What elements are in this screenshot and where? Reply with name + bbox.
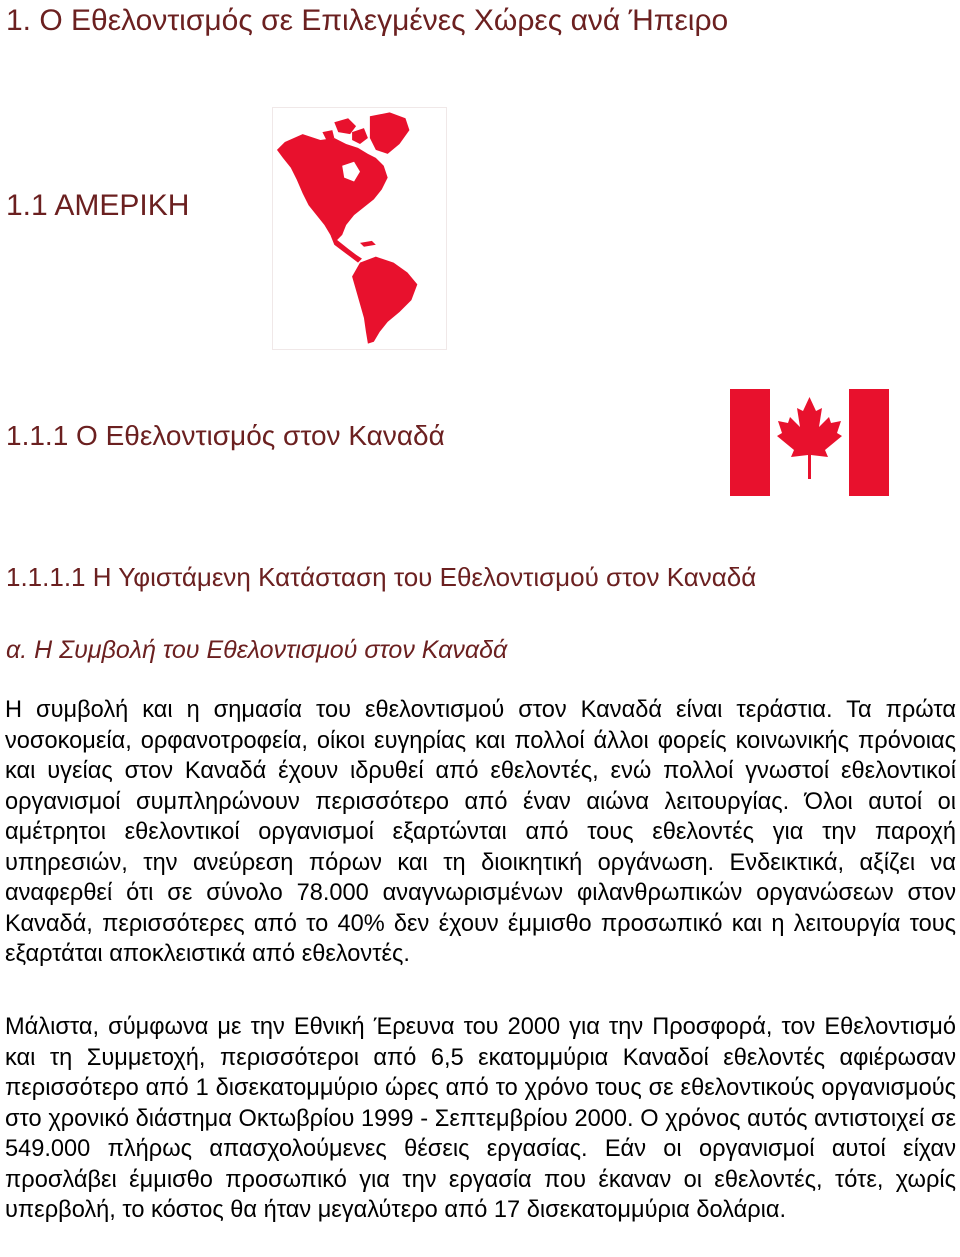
- paragraph-contribution: Η συμβολή και η σημασία του εθελοντισμού στον Καναδά είναι τεράστια. Τα πρώτα νοσοκομεία, ορφανοτροφεία, οίκοι ευγηρίας και πολλοί άλλοι φορείς κοινωνικής πρόνοιας και υγείας στον Καναδά έχουν ιδρυθεί από εθελοντές, ενώ πολλοί γνωστοί εθελοντικοί οργανισμοί συμπληρώνουν περισσότερο από έναν αιώνα λειτουργίας. Όλοι αυτοί οι αμέτρητοι εθελοντικοί οργανισμοί εξαρτώνται από τους εθελοντές για την παροχή υπηρεσιών, την ανεύρεση πόρων και τη διοικητική οργάνωση. Ενδεικτικά, αξίζει να αναφερθεί ότι σε σύνολο 78.000 αναγνωρισμένων φιλανθρωπικών οργανώσεων στον Καναδά, περισσότερες από το 40% δεν έχουν έμμισθο προσωπικό και η λειτουργία τους εξαρτάται αποκλειστικά από εθελοντές.: [5, 697, 956, 967]
- subsubsection-heading-current-status: 1.1.1.1 Η Υφιστάμενη Κατάσταση του Εθελοντισμού στον Καναδά: [6, 562, 757, 592]
- subheading-contribution: α. Η Συμβολή του Εθελοντισμού στον Καναδά: [6, 636, 508, 664]
- section-heading-america: 1.1 ΑΜΕΡΙΚΗ: [6, 189, 190, 222]
- subsection-heading-canada: 1.1.1 Ο Εθελοντισμός στον Καναδά: [6, 420, 445, 451]
- paragraph-survey: Μάλιστα, σύμφωνα με την Εθνική Έρευνα του 2000 για την Προσφορά, τον Εθελοντισμό και τη Συμμετοχή, περισσότεροι από 6,5 εκατομμύρια Καναδοί εθελοντές αφιέρωσαν περισσότερο από 1 δισεκατομμύριο ώρες από το χρόνο τους σε εθελοντικούς οργανισμούς στο χρονικό διάστημα Οκτωβρίου 1999 - Σεπτεμβρίου 2000. Ο χρόνος αυτός αντιστοιχεί σε 549.000 πλήρως απασχολούμενες θέσεις εργασίας. Εάν οι οργανισμοί αυτοί είχαν προσλάβει έμμισθο προσωπικό για την εργασία που έκαναν οι εθελοντές, τότε, χωρίς υπερβολή, το κόστος θα ήταν μεγαλύτερο από 17 δισεκατομμύρια δολάρια.: [5, 1014, 956, 1223]
- main-heading: 1. Ο Εθελοντισμός σε Επιλεγμένες Χώρες ανά Ήπειρο: [6, 4, 729, 37]
- canada-flag-icon: [730, 389, 889, 496]
- americas-map-icon: [272, 107, 447, 350]
